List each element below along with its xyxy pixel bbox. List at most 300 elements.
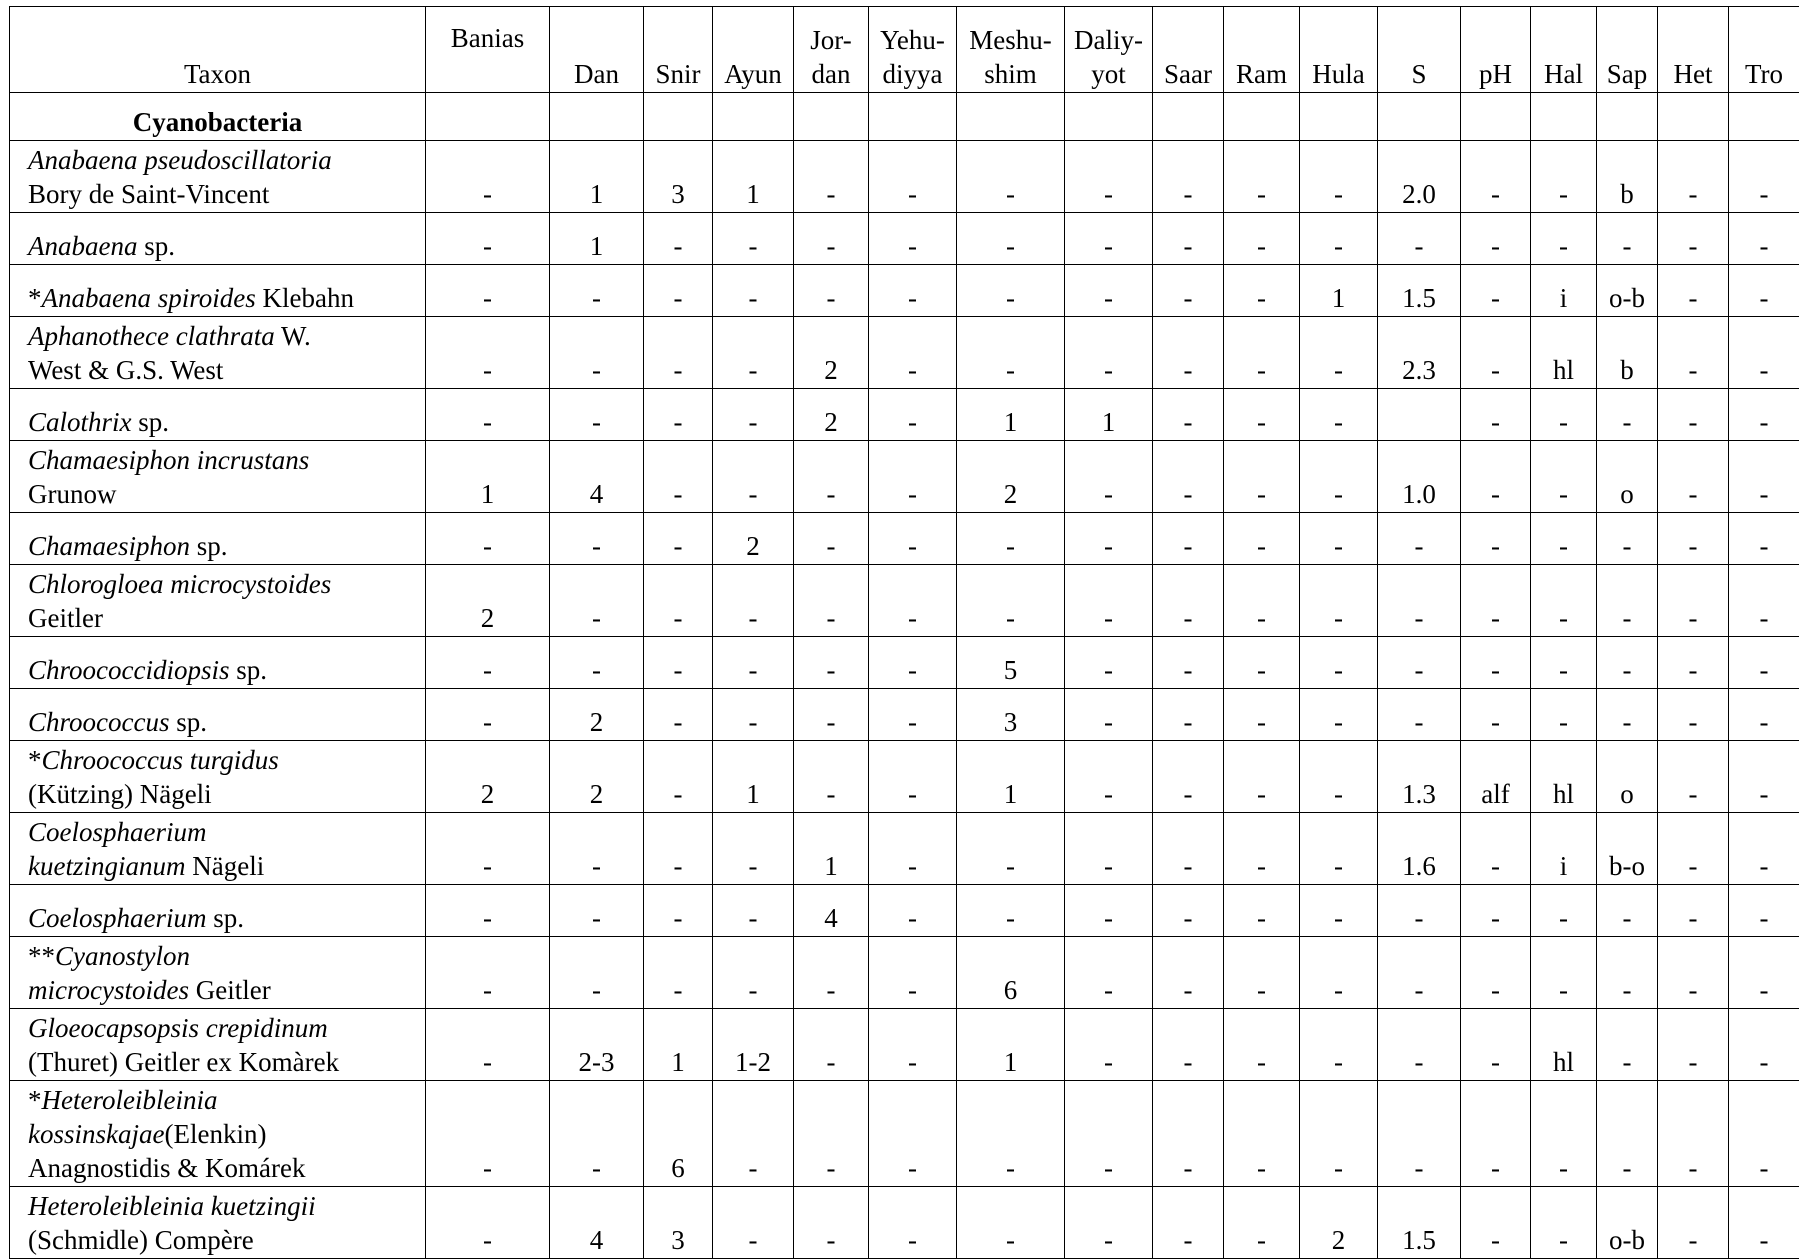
group-row [10,93,1799,141]
cell-hal: - [1531,513,1597,565]
cell-snir: - [644,265,713,317]
cell-s: 1.3 [1378,741,1461,813]
column-header-snir [644,7,713,93]
cell-meshushim: 1 [957,389,1065,441]
column-header-banias [426,7,550,93]
taxon-name-cell [10,441,426,513]
table-row [10,141,1799,213]
cell-ayun: - [713,389,794,441]
cell-yehudiyya: - [869,141,957,213]
group-label-cyanobacteria: Cyanobacteria [10,93,426,141]
cell-ayun: - [713,813,794,885]
cell-ayun: - [713,637,794,689]
cell-ph: - [1461,317,1531,389]
cell-s: 1.6 [1378,813,1461,885]
cell-saar: - [1153,1009,1224,1081]
taxon-name-italic: microcystoides [28,975,189,1005]
table-row [10,513,1799,565]
taxon-name-text: (Schmidle) Compère [28,1225,254,1255]
cell-sap: o-b [1597,1187,1658,1259]
cell-saar: - [1153,317,1224,389]
cell-tro: - [1729,1187,1799,1259]
cell-saar: - [1153,441,1224,513]
taxon-name-cell [10,813,426,885]
cell-ayun: - [713,937,794,1009]
cell-dan: - [550,813,644,885]
cell-dan: - [550,389,644,441]
cell-yehudiyya: - [869,513,957,565]
cell-banias: - [426,317,550,389]
cell-sap: - [1597,885,1658,937]
cell-hula: - [1300,513,1378,565]
taxon-name-text: ** [28,941,55,971]
cell-ram: - [1224,937,1300,1009]
cell-ram: - [1224,741,1300,813]
cell-hula: - [1300,689,1378,741]
table-row [10,813,1799,885]
cell-ram: - [1224,565,1300,637]
cell-hula: - [1300,1009,1378,1081]
cell-jordan: - [794,565,869,637]
column-header-ph [1461,7,1531,93]
cell-s: - [1378,937,1461,1009]
cell-ayun: - [713,441,794,513]
cell-s: - [1378,1081,1461,1187]
cell-daliyyot: - [1065,1187,1153,1259]
cell-ph: - [1461,885,1531,937]
cell-s: 2.3 [1378,317,1461,389]
cell-dan: - [550,937,644,1009]
table-row [10,265,1799,317]
cell-ram: - [1224,265,1300,317]
cell-het: - [1658,1081,1729,1187]
cell-sap: o-b [1597,265,1658,317]
cell-banias: - [426,389,550,441]
cell-s: - [1378,565,1461,637]
taxon-name-cell [10,265,426,317]
column-header-ram [1224,7,1300,93]
cell-meshushim: 1 [957,1009,1065,1081]
cell-dan: - [550,885,644,937]
cell-het: - [1658,689,1729,741]
cell-ayun: 2 [713,513,794,565]
cell-ph: - [1461,689,1531,741]
column-header-line: yot [1091,59,1126,89]
cell-yehudiyya: - [869,389,957,441]
cell-snir: 1 [644,1009,713,1081]
table-row [10,441,1799,513]
cell-hula: - [1300,565,1378,637]
column-header-ayun [713,7,794,93]
cell-ph: - [1461,1187,1531,1259]
taxon-name-cell [10,213,426,265]
cell-daliyyot: - [1065,565,1153,637]
cell-sap: - [1597,213,1658,265]
table-row [10,1081,1799,1187]
table-row [10,389,1799,441]
cell-jordan: - [794,1081,869,1187]
cell-jordan: - [794,265,869,317]
cell-ayun: 1-2 [713,1009,794,1081]
taxon-name-text: * [28,745,42,775]
taxon-name-text: Klebahn [256,283,354,313]
cell-s: 1.5 [1378,1187,1461,1259]
taxon-name-cell [10,637,426,689]
taxon-name-text: (Thuret) Geitler ex Komàrek [28,1047,339,1077]
taxon-name-text: Bory de Saint-Vincent [28,179,269,209]
cell-snir: - [644,441,713,513]
cell-daliyyot: - [1065,741,1153,813]
cell-dan: 1 [550,141,644,213]
cell-daliyyot: - [1065,213,1153,265]
cell-banias: 1 [426,441,550,513]
cell-saar: - [1153,141,1224,213]
cell-banias: - [426,513,550,565]
cell-s: - [1378,689,1461,741]
column-header-line: S [1411,59,1426,89]
cell-tro: - [1729,317,1799,389]
taxon-name-text: W. [275,321,311,351]
cell-banias: - [426,1081,550,1187]
column-header-line: Tro [1745,59,1783,89]
cell-meshushim: - [957,141,1065,213]
column-header-hal [1531,7,1597,93]
taxon-name-cell [10,689,426,741]
cell-ph: - [1461,637,1531,689]
column-header-saar [1153,7,1224,93]
cell-saar: - [1153,637,1224,689]
cell-ram: - [1224,389,1300,441]
taxon-name-italic: Coelosphaerium [28,903,207,933]
taxa-table [9,6,1799,1259]
cell-hula: - [1300,213,1378,265]
cell-hula: - [1300,637,1378,689]
cell-s: - [1378,513,1461,565]
cell-jordan: - [794,513,869,565]
cell-yehudiyya: - [869,213,957,265]
cell-het: - [1658,1009,1729,1081]
cell-saar: - [1153,937,1224,1009]
cell-hal: - [1531,141,1597,213]
cell-ayun: 1 [713,141,794,213]
taxon-name-italic: Anabaena pseudoscillatoria [28,145,332,175]
cell-jordan: 1 [794,813,869,885]
cell-ph: - [1461,937,1531,1009]
cell-ph: - [1461,441,1531,513]
cell-hal: - [1531,637,1597,689]
table-row [10,1187,1799,1259]
cell-yehudiyya: - [869,1187,957,1259]
cell-dan: 4 [550,1187,644,1259]
cell-dan: - [550,317,644,389]
cell-snir: - [644,213,713,265]
cell-tro: - [1729,389,1799,441]
cell-hal: hl [1531,1009,1597,1081]
cell-snir: 3 [644,141,713,213]
cell-ph: - [1461,1009,1531,1081]
column-header-line: Sap [1607,59,1648,89]
column-header-jordan [794,7,869,93]
cell-s: - [1378,1009,1461,1081]
header-row [10,7,1799,93]
cell-yehudiyya: - [869,885,957,937]
cell-snir: - [644,637,713,689]
cell-jordan: - [794,441,869,513]
cell-hula: - [1300,885,1378,937]
cell-daliyyot: 1 [1065,389,1153,441]
cell-snir: - [644,937,713,1009]
cell-ph: - [1461,513,1531,565]
cell-banias: - [426,689,550,741]
cell-banias: - [426,885,550,937]
cell-yehudiyya: - [869,1081,957,1187]
cell-saar: - [1153,389,1224,441]
cell-ram: - [1224,689,1300,741]
taxon-name-italic: Gloeocapsopsis crepidinum [28,1013,328,1043]
taxon-name-text: Geitler [189,975,271,1005]
cell-hula: 2 [1300,1187,1378,1259]
cell-snir: - [644,389,713,441]
cell-daliyyot: - [1065,141,1153,213]
cell-sap: o [1597,741,1658,813]
cell-s [1378,389,1461,441]
taxa-table-container [9,6,1799,1259]
cell-ayun: - [713,265,794,317]
cell-daliyyot: - [1065,813,1153,885]
cell-saar: - [1153,689,1224,741]
cell-tro: - [1729,741,1799,813]
cell-hal: - [1531,565,1597,637]
cell-dan: - [550,513,644,565]
cell-yehudiyya: - [869,317,957,389]
cell-sap: - [1597,513,1658,565]
cell-hal: - [1531,1187,1597,1259]
cell-het: - [1658,265,1729,317]
cell-meshushim: - [957,1081,1065,1187]
cell-snir: 3 [644,1187,713,1259]
table-row [10,885,1799,937]
column-header-tro [1729,7,1799,93]
cell-ayun: - [713,317,794,389]
cell-daliyyot: - [1065,689,1153,741]
cell-meshushim: - [957,513,1065,565]
cell-ayun: - [713,565,794,637]
cell-meshushim: 1 [957,741,1065,813]
cell-ram: - [1224,513,1300,565]
taxon-name-text: (Kützing) Nägeli [28,779,212,809]
cell-daliyyot: - [1065,513,1153,565]
cell-het: - [1658,513,1729,565]
cell-s: 2.0 [1378,141,1461,213]
cell-jordan: - [794,937,869,1009]
cell-ram: - [1224,1081,1300,1187]
cell-ram: - [1224,441,1300,513]
taxon-name-cell [10,389,426,441]
cell-saar: - [1153,1187,1224,1259]
cell-snir: 6 [644,1081,713,1187]
table-row [10,1009,1799,1081]
cell-meshushim: - [957,317,1065,389]
cell-saar: - [1153,513,1224,565]
cell-banias: 2 [426,565,550,637]
cell-dan: - [550,1081,644,1187]
column-header-dan [550,7,644,93]
cell-hula: - [1300,389,1378,441]
column-header-hula [1300,7,1378,93]
cell-tro: - [1729,637,1799,689]
cell-ayun: 1 [713,741,794,813]
cell-jordan: - [794,213,869,265]
taxon-name-text: * [28,283,42,313]
cell-hula: 1 [1300,265,1378,317]
cell-saar: - [1153,741,1224,813]
cell-hula: - [1300,317,1378,389]
cell-daliyyot: - [1065,1009,1153,1081]
taxon-name-italic: Coelosphaerium [28,817,207,847]
cell-tro: - [1729,441,1799,513]
cell-dan: 2 [550,741,644,813]
cell-s: - [1378,213,1461,265]
cell-saar: - [1153,885,1224,937]
table-body [10,93,1799,1259]
cell-ram: - [1224,1187,1300,1259]
cell-snir: - [644,741,713,813]
cell-hal: - [1531,1081,1597,1187]
cell-meshushim: - [957,885,1065,937]
cell-ph: - [1461,389,1531,441]
cell-banias: - [426,637,550,689]
taxon-name-cell [10,1081,426,1187]
cell-dan: - [550,637,644,689]
cell-ayun: - [713,885,794,937]
cell-hal: - [1531,389,1597,441]
taxon-name-italic: Calothrix [28,407,132,437]
column-header-line: Snir [655,59,700,89]
cell-ayun: - [713,1187,794,1259]
cell-tro: - [1729,689,1799,741]
cell-het: - [1658,141,1729,213]
cell-jordan: 2 [794,389,869,441]
cell-banias: - [426,141,550,213]
cell-meshushim: - [957,265,1065,317]
cell-het: - [1658,813,1729,885]
taxon-name-italic: Aphanothece clathrata [28,321,275,351]
cell-daliyyot: - [1065,937,1153,1009]
taxon-name-cell [10,1009,426,1081]
cell-meshushim: 5 [957,637,1065,689]
cell-ph: - [1461,813,1531,885]
cell-hula: - [1300,813,1378,885]
cell-yehudiyya: - [869,565,957,637]
cell-het: - [1658,885,1729,937]
taxon-name-text: (Elenkin) [164,1119,266,1149]
column-header-line: Meshu- [969,25,1052,55]
cell-yehudiyya: - [869,741,957,813]
taxon-name-text: sp. [132,407,170,437]
table-row [10,565,1799,637]
taxon-name-italic: Anabaena [28,231,137,261]
column-header-line: Banias [451,23,525,53]
table-row [10,213,1799,265]
cell-meshushim: - [957,213,1065,265]
cell-daliyyot: - [1065,637,1153,689]
column-header-meshushim [957,7,1065,93]
cell-hal: i [1531,813,1597,885]
column-header-line: Het [1674,59,1713,89]
cell-s: - [1378,885,1461,937]
cell-sap: - [1597,565,1658,637]
cell-jordan: - [794,1009,869,1081]
taxon-name-cell [10,141,426,213]
cell-tro: - [1729,513,1799,565]
taxon-name-italic: Chlorogloea microcystoides [28,569,331,599]
cell-sap: - [1597,1009,1658,1081]
cell-hal: hl [1531,741,1597,813]
cell-jordan: 4 [794,885,869,937]
cell-snir: - [644,885,713,937]
cell-s: - [1378,637,1461,689]
cell-tro: - [1729,937,1799,1009]
cell-hula: - [1300,1081,1378,1187]
cell-tro: - [1729,1009,1799,1081]
cell-sap: o [1597,441,1658,513]
cell-tro: - [1729,1081,1799,1187]
cell-het: - [1658,441,1729,513]
table-row [10,317,1799,389]
cell-banias: - [426,937,550,1009]
taxon-name-text: sp. [207,903,245,933]
cell-banias: - [426,1009,550,1081]
cell-daliyyot: - [1065,441,1153,513]
cell-s: 1.0 [1378,441,1461,513]
taxon-name-italic: Chamaesiphon [28,531,190,561]
column-header-yehudiyya [869,7,957,93]
cell-daliyyot: - [1065,885,1153,937]
cell-yehudiyya: - [869,265,957,317]
cell-dan: 2-3 [550,1009,644,1081]
cell-dan: - [550,265,644,317]
cell-jordan: 2 [794,317,869,389]
column-header-het [1658,7,1729,93]
cell-tro: - [1729,565,1799,637]
cell-meshushim: - [957,1187,1065,1259]
cell-ram: - [1224,1009,1300,1081]
cell-dan: 4 [550,441,644,513]
table-row [10,689,1799,741]
column-header-line: Ayun [724,59,782,89]
cell-yehudiyya: - [869,689,957,741]
cell-daliyyot: - [1065,265,1153,317]
taxon-name-italic: Chroococcidiopsis [28,655,230,685]
taxon-name-italic: kossinskajae [28,1119,164,1149]
cell-snir: - [644,565,713,637]
cell-saar: - [1153,213,1224,265]
cell-ram: - [1224,141,1300,213]
column-header-line: Hula [1312,59,1364,89]
taxon-name-italic: Anabaena spiroides [42,283,256,313]
cell-hula: - [1300,741,1378,813]
taxon-name-italic: Heteroleibleinia [42,1085,218,1115]
cell-ph: - [1461,213,1531,265]
cell-sap: b [1597,317,1658,389]
cell-ram: - [1224,813,1300,885]
cell-hal: - [1531,689,1597,741]
column-header-line: Yehu- [880,25,945,55]
cell-meshushim: 3 [957,689,1065,741]
column-header-daliyyot [1065,7,1153,93]
cell-daliyyot: - [1065,1081,1153,1187]
cell-ph: - [1461,265,1531,317]
